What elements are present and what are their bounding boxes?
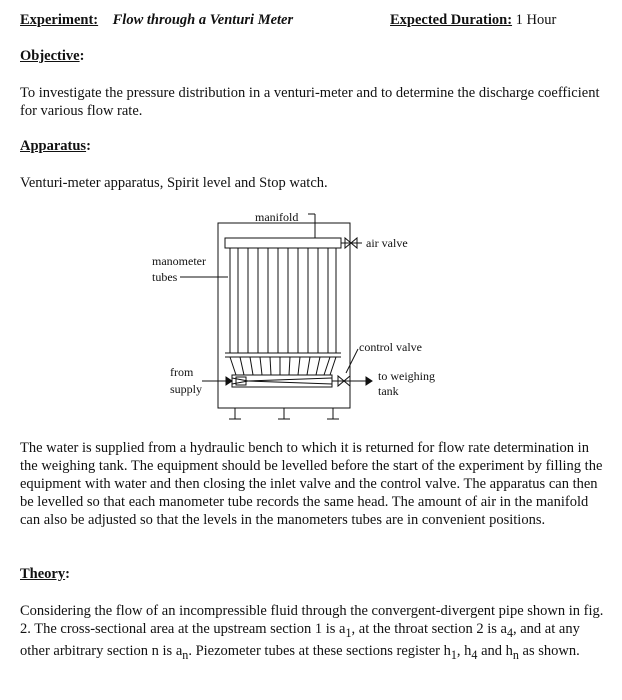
theory-text: Considering the flow of an incompressible fluid through the convergent-divergent pipe shown in fig. 2. The cross-sectional area at the upstream section 1 is $a_1$, at the throat section 2 is $a_4$, and at any other arbitrary section n is $a_n$. Piezometer tubes at these sections register $h_1$, $h_4$ and $h_n$ as shown. xyxy=(20,603,604,662)
tube-connectors xyxy=(230,357,336,375)
objective-text: To investigate the pressure distribution in a venturi-meter and to determine the discharge coefficient for various flow rate. xyxy=(20,85,600,119)
venturi-pipe xyxy=(232,375,332,387)
description-text: The water is supplied from a hydraulic bench to which it is returned for flow rate determination in the weighing tank. The equipment should be levelled before the start of the experiment by filling the equipment with water and then closing the inlet valve and the control valve. The apparatus can then be levelled so that each manometer tube records the same head. The amount of air in the manifold can also be adjusted so that the levels in the manometers tubes are in convenient positions. xyxy=(20,440,603,528)
to-label-1: to weighing xyxy=(378,369,435,383)
air-valve-icon xyxy=(341,238,362,248)
control-valve-label: control valve xyxy=(359,340,422,354)
manifold-label: manifold xyxy=(255,210,299,224)
air-valve-label: air valve xyxy=(366,236,408,250)
manometer-label-1: manometer xyxy=(152,254,206,268)
duration-header xyxy=(390,12,556,29)
from-label-1: from xyxy=(170,365,194,379)
manifold-bar xyxy=(225,238,341,248)
experiment-header xyxy=(20,12,293,29)
apparatus-text: Venturi-meter apparatus, Spirit level and Stop watch. xyxy=(20,175,328,191)
to-label-2: tank xyxy=(378,384,399,398)
experiment-title: Flow through a Venturi Meter xyxy=(112,12,294,28)
venturi-meter-figure xyxy=(140,205,460,430)
duration-label: Expected Duration: xyxy=(390,12,513,28)
theory-heading: Theory: xyxy=(20,566,70,582)
duration-value: 1 Hour xyxy=(515,12,557,28)
apparatus-feet xyxy=(229,408,339,419)
manometer-tubes xyxy=(230,248,336,353)
objective-heading: Objective: xyxy=(20,48,85,64)
manometer-label-2: tubes xyxy=(152,270,178,284)
from-label-2: supply xyxy=(170,382,203,396)
experiment-label: Experiment: xyxy=(20,12,99,28)
apparatus-heading: Apparatus: xyxy=(20,138,91,154)
